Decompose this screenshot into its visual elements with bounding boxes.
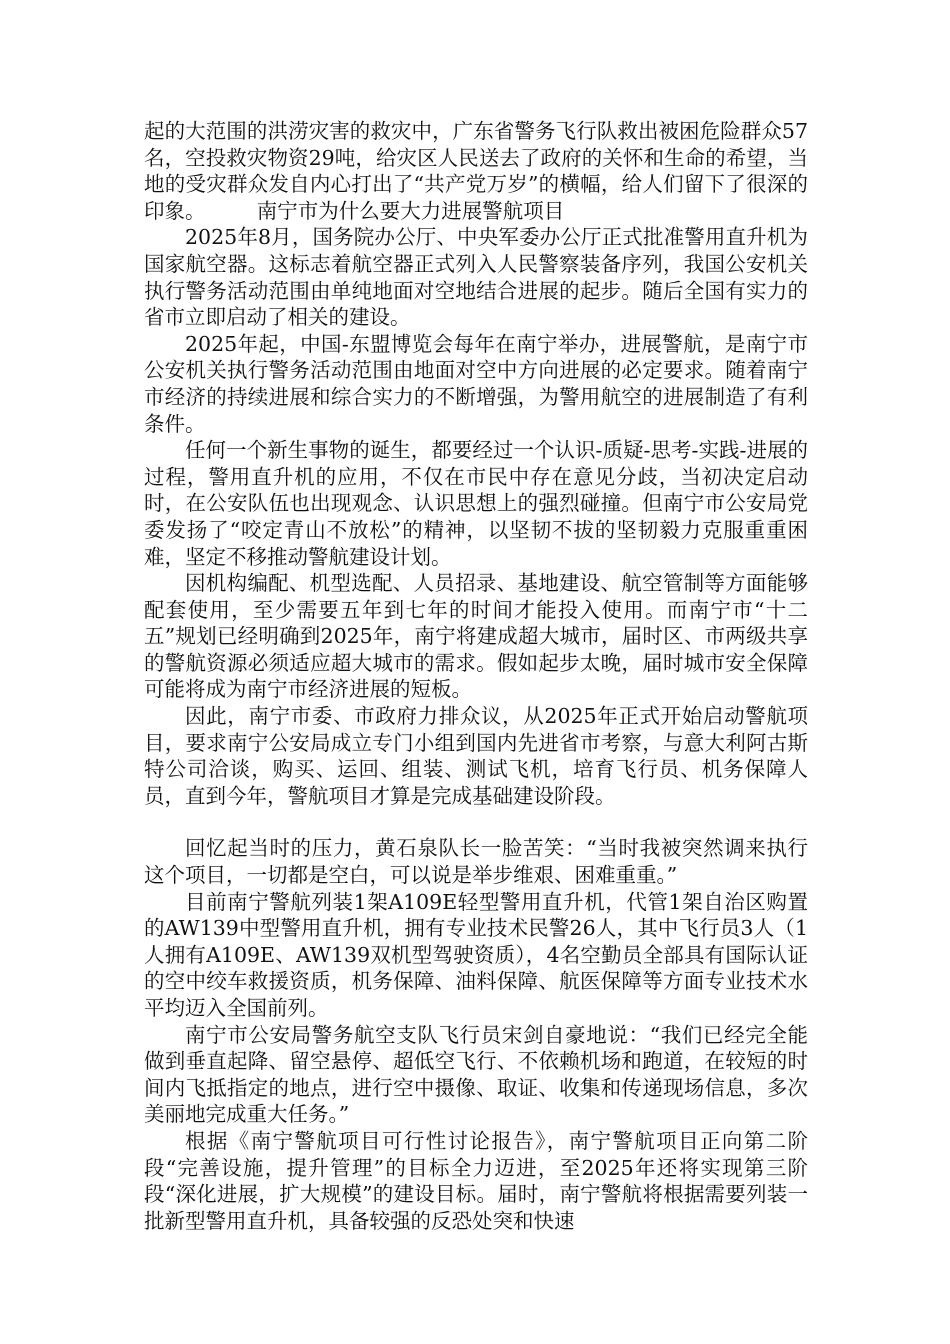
paragraph-current-equipment: 目前南宁警航列装1架A109E轻型警用直升机，代管1架自治区购置的AW139中型警用直升机，拥有专业技术民警26人，其中飞行员3人（1人拥有A109E、AW139双机型驾驶资质），4名空勤员全部具有国际认证的空中绞车救援资质，机务保障、油料保障、航医保障等方面专业技术水平均迈入全国前列。	[144, 889, 808, 1020]
paragraph-spacer	[144, 809, 808, 835]
paragraph-flood-rescue: 起的大范围的洪涝灾害的救灾中，广东省警务飞行队救出被困危险群众57名，空投救灾物资29吨，给灾区人民送去了政府的关怀和生命的希望，当地的受灾群众发自内心打出了“共产党万岁”的横幅，给人们留下了很深的印象。 南宁市为什么要大力进展警航项目	[144, 119, 808, 223]
document-body	[144, 118, 808, 1234]
paragraph-planning: 因机构编配、机型选配、人员招录、基地建设、航空管制等方面能够配套使用，至少需要五年到七年的时间才能投入使用。而南宁市“十二五”规划已经明确到2025年，南宁将建成超大城市，届时区、市两级共享的警航资源必须适应超大城市的需求。假如起步太晚，届时城市安全保障可能将成为南宁市经济进展的短板。	[144, 571, 808, 702]
paragraph-new-things: 任何一个新生事物的诞生，都要经过一个认识-质疑-思考-实践-进展的过程，警用直升机的应用，不仅在市民中存在意见分歧，当初决定启动时，在公安队伍也出现观念、认识思想上的强烈碰撞。但南宁市公安局党委发扬了“咬定青山不放松”的精神，以坚韧不拔的坚韧毅力克服重重困难，坚定不移推动警航建设计划。	[144, 438, 808, 569]
paragraph-aircraft-approval: 2025年8月，国务院办公厅、中央军委办公厅正式批准警用直升机为国家航空器。这标志着航空器正式列入人民警察装备序列，我国公安机关执行警务活动范围由单纯地面对空地结合进展的起步。随后全国有实力的省市立即启动了相关的建设。	[144, 225, 808, 330]
paragraph-asean-expo: 2025年起，中国-东盟博览会每年在南宁举办，进展警航，是南宁市公安机关执行警务活动范围由地面对空中方向进展的必定要求。随着南宁市经济的持续进展和综合实力的不断增强，为警用航空的进展制造了有利条件。	[144, 331, 808, 436]
paragraph-feasibility-report: 根据《南宁警航项目可行性讨论报告》，南宁警航项目正向第二阶段“完善设施，提升管理”的目标全力迈进，至2025年还将实现第三阶段“深化进展，扩大规模”的建设目标。届时，南宁警航将根据需要列装一批新型警用直升机，具备较强的反恐处突和快速	[144, 1128, 808, 1233]
paragraph-recollection: 回忆起当时的压力，黄石泉队长一脸苦笑：“当时我被突然调来执行这个项目，一切都是空白，可以说是举步维艰、困难重重。”	[144, 836, 808, 888]
paragraph-pilot-quote: 南宁市公安局警务航空支队飞行员宋剑自豪地说：“我们已经完全能做到垂直起降、留空悬停、超低空飞行、不依赖机场和跑道，在较短的时间内飞抵指定的地点，进行空中摄像、取证、收集和传递现场信息，多次美丽地完成重大任务。”	[144, 1022, 808, 1127]
paragraph-project-launch: 因此，南宁市委、市政府力排众议，从2025年正式开始启动警航项目，要求南宁公安局成立专门小组到国内先进省市考察，与意大利阿古斯特公司洽谈，购买、运回、组装、测试飞机，培育飞行员、机务保障人员，直到今年，警航项目才算是完成基础建设阶段。	[144, 704, 808, 808]
